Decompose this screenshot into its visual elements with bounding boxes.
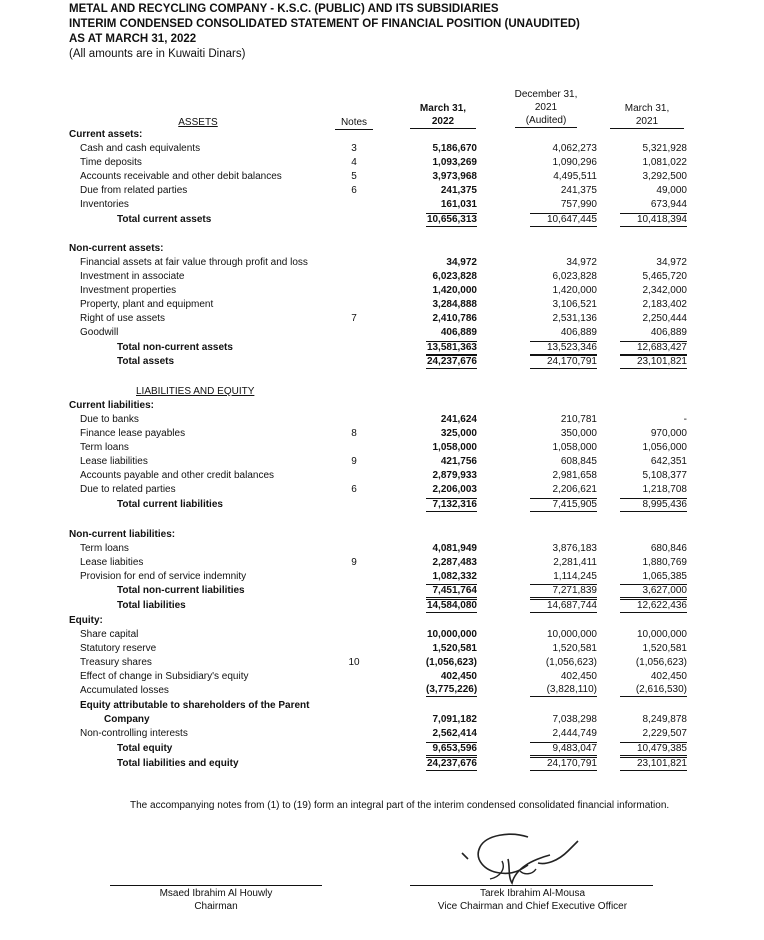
table-row: Property, plant and equipment 3,284,888 3,106,521 2,183,402 [80,299,687,310]
table-row: Lease liabities 9 2,287,483 2,281,411 1,880,769 [80,557,687,568]
section-non-current-liabilities: Non-current liabilities: [69,529,176,540]
total-row: Total non-current liabilities 7,451,764 7,271,839 3,627,000 [117,585,687,596]
table-row: Term loans 4,081,949 3,876,183 680,846 [80,543,687,554]
total-row: Total equity 9,653,596 9,483,047 10,479,385 [117,743,687,754]
col2-heading-c: (Audited) [515,115,577,128]
section-non-current-assets: Non-current assets: [69,243,164,254]
table-row: Right of use assets 7 2,410,786 2,531,136 2,250,444 [80,313,687,324]
table-row: Cash and cash equivalents 3 5,186,670 4,062,273 5,321,928 [80,143,687,154]
total-row: Total assets 24,237,676 24,170,791 23,101,821 [117,356,687,367]
footnote: The accompanying notes from (1) to (19) form an integral part of the interim condensed consolidated financial information. [130,800,670,811]
table-row: Due to banks 241,624 210,781 - [80,414,687,425]
left-signatory-title: Chairman [194,901,238,912]
col3-heading-b: 2021 [610,116,684,129]
section-equity-parent: Equity attributable to shareholders of the Parent [80,700,310,711]
table-row: Term loans 1,058,000 1,058,000 1,056,000 [80,442,687,453]
right-signatory-name: Tarek Ibrahim Al-Mousa [479,888,586,899]
col1-heading-b: 2022 [410,116,476,129]
col1-heading-a: March 31, [419,103,467,114]
table-row: Finance lease payables 8 325,000 350,000 970,000 [80,428,687,439]
total-row: Total current assets 10,656,313 10,647,445 10,418,394 [117,214,687,225]
table-row: Effect of change in Subsidiary's equity 402,450 402,450 402,450 [80,671,687,682]
table-row: Share capital 10,000,000 10,000,000 10,000,000 [80,629,687,640]
col3-heading-a: March 31, [624,103,670,114]
total-row: Total liabilities 14,584,080 14,687,744 12,622,436 [117,600,687,611]
col2-heading-b: 2021 [534,102,558,113]
table-row: Inventories 161,031 757,990 673,944 [80,199,687,210]
currency-note: (All amounts are in Kuwaiti Dinars) [69,48,246,60]
statement-title: INTERIM CONDENSED CONSOLIDATED STATEMENT OF FINANCIAL POSITION (UNAUDITED) [69,18,580,30]
table-row: Lease liabilities 9 421,756 608,845 642,351 [80,456,687,467]
table-row: Investment in associate 6,023,828 6,023,828 5,465,720 [80,271,687,282]
table-row: Non-controlling interests 2,562,414 2,444,749 2,229,507 [80,728,687,739]
table-row: Accumulated losses (3,775,226) (3,828,110) (2,616,530) [80,684,687,696]
signature-image [450,825,600,890]
statement-date: AS AT MARCH 31, 2022 [69,33,197,45]
table-row: Due from related parties 6 241,375 241,375 49,000 [80,185,687,196]
company-title: METAL AND RECYCLING COMPANY - K.S.C. (PUBLIC) AND ITS SUBSIDIARIES [69,3,499,15]
section-current-liabilities: Current liabilities: [69,400,155,411]
total-row: Total non-current assets 13,581,363 13,523,346 12,683,427 [117,342,687,353]
table-row: Due to related parties 6 2,206,003 2,206,621 1,218,708 [80,484,687,495]
col2-heading-a: December 31, [514,89,578,100]
section-equity: Equity: [69,615,103,626]
right-signatory-title: Vice Chairman and Chief Executive Officer [437,901,628,912]
table-row: Investment properties 1,420,000 1,420,000 2,342,000 [80,285,687,296]
table-row: Accounts payable and other credit balances 2,879,933 2,981,658 5,108,377 [80,470,687,481]
table-row: Treasury shares 10 (1,056,623) (1,056,623) (1,056,623) [80,657,687,668]
table-row: Provision for end of service indemnity 1,082,332 1,114,245 1,065,385 [80,571,687,582]
table-row: Company 7,091,182 7,038,298 8,249,878 [104,714,687,725]
signature-line-right [410,885,653,886]
table-row: Statutory reserve 1,520,581 1,520,581 1,520,581 [80,643,687,654]
table-row: Time deposits 4 1,093,269 1,090,296 1,081,022 [80,157,687,168]
total-row: Total liabilities and equity 24,237,676 24,170,791 23,101,821 [117,758,687,769]
section-liabilities-equity: LIABILITIES AND EQUITY [136,386,255,397]
assets-heading: ASSETS [178,117,218,128]
table-row: Financial assets at fair value through profit and loss 34,972 34,972 34,972 [80,257,687,268]
table-row: Goodwill 406,889 406,889 406,889 [80,327,687,338]
left-signatory-name: Msaed Ibrahim Al Houwly [159,888,273,899]
total-row: Total current liabilities 7,132,316 7,415,905 8,995,436 [117,499,687,510]
notes-heading: Notes [335,117,373,130]
signature-line-left [110,885,322,886]
section-current-assets: Current assets: [69,129,143,140]
table-row: Accounts receivable and other debit balances 5 3,973,968 4,495,511 3,292,500 [80,171,687,182]
